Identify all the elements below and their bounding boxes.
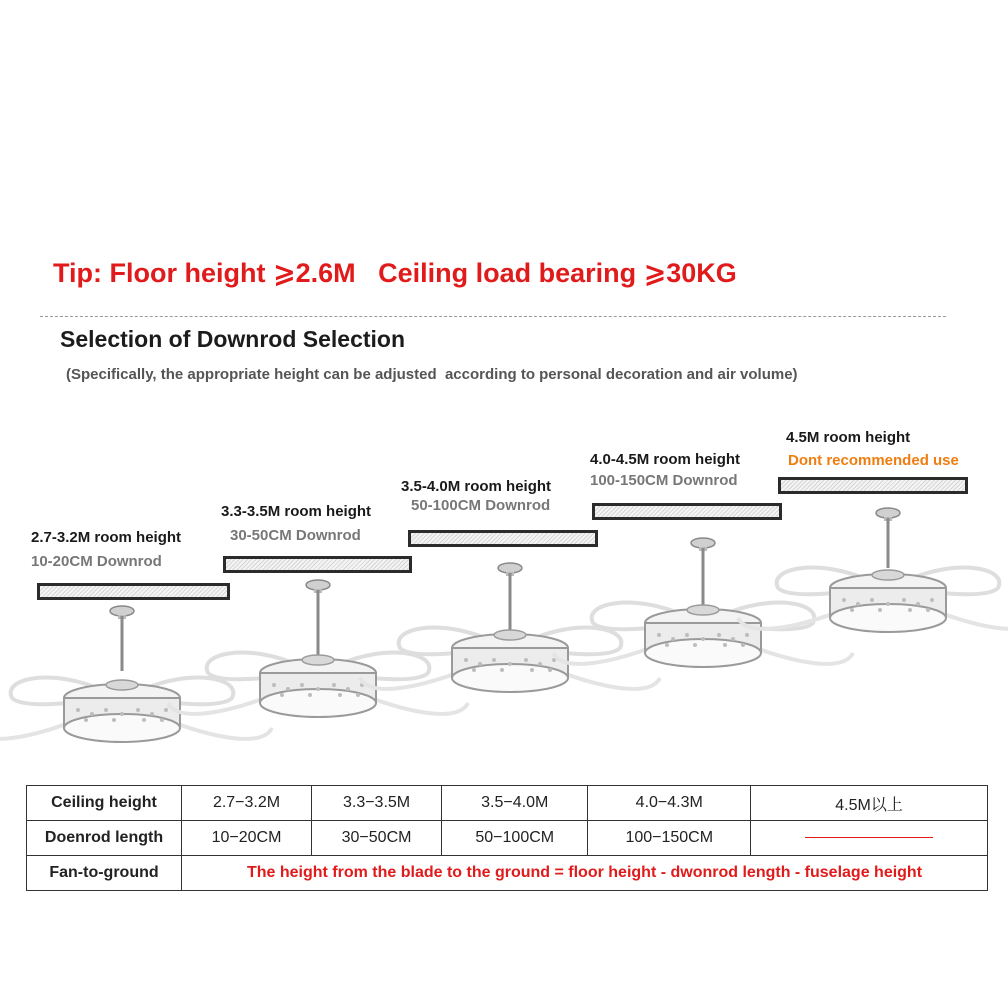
step-1-room-height: 2.7-3.2M room height <box>31 529 182 546</box>
row-header: Ceiling height <box>27 786 182 821</box>
table-cell: 4.5M以上 <box>751 786 988 821</box>
table-cell: 3.5−4.0M <box>442 786 588 821</box>
table-cell: 50−100CM <box>442 821 588 856</box>
section-title: Selection of Downrod Selection <box>60 326 406 352</box>
table-row-ceiling-height <box>27 786 988 821</box>
table-cell: 30−50CM <box>312 821 442 856</box>
table-cell: 10−20CM <box>182 821 312 856</box>
table-row-fan-to-ground <box>27 856 988 891</box>
table-row-downrod-length <box>27 821 988 856</box>
step-3-room-height: 3.5-4.0M room height <box>401 478 552 495</box>
table-cell: 100−150CM <box>588 821 751 856</box>
tip-banner: Tip: Floor height ⩾2.6M Ceiling load bearing ⩾30KG <box>53 258 737 288</box>
step-4-room-height: 4.0-4.5M room height <box>590 451 741 468</box>
row-header: Doenrod length <box>27 821 182 856</box>
section-divider <box>40 316 946 317</box>
fan-1-illustration <box>0 606 272 742</box>
fan-4-illustration <box>553 538 853 667</box>
step-1-downrod: 10-20CM Downrod <box>31 553 162 570</box>
step-2-room-height: 3.3-3.5M room height <box>221 503 372 520</box>
fan-to-ground-formula: The height from the blade to the ground = floor height - dwonrod length - fuselage height <box>182 856 988 891</box>
step-3-downrod: 50-100CM Downrod <box>411 497 551 514</box>
table-cell-not-applicable <box>751 821 988 856</box>
spec-table <box>26 785 988 891</box>
step-5-room-height: 4.5M room height <box>786 429 911 446</box>
ceiling-fan-illustrations <box>0 488 1008 758</box>
step-5-not-recommended: Dont recommended use <box>788 452 959 469</box>
step-4-downrod: 100-150CM Downrod <box>590 472 738 489</box>
section-subtitle: (Specifically, the appropriate height can be adjusted according to personal decoration and air volume) <box>66 366 798 383</box>
fan-2-illustration <box>168 580 468 717</box>
table-cell: 3.3−3.5M <box>312 786 442 821</box>
row-header: Fan-to-ground <box>27 856 182 891</box>
step-2-downrod: 30-50CM Downrod <box>230 527 361 544</box>
not-applicable-line <box>805 837 933 838</box>
table-cell: 2.7−3.2M <box>182 786 312 821</box>
fan-5-illustration <box>738 508 1008 632</box>
table-cell: 4.0−4.3M <box>588 786 751 821</box>
